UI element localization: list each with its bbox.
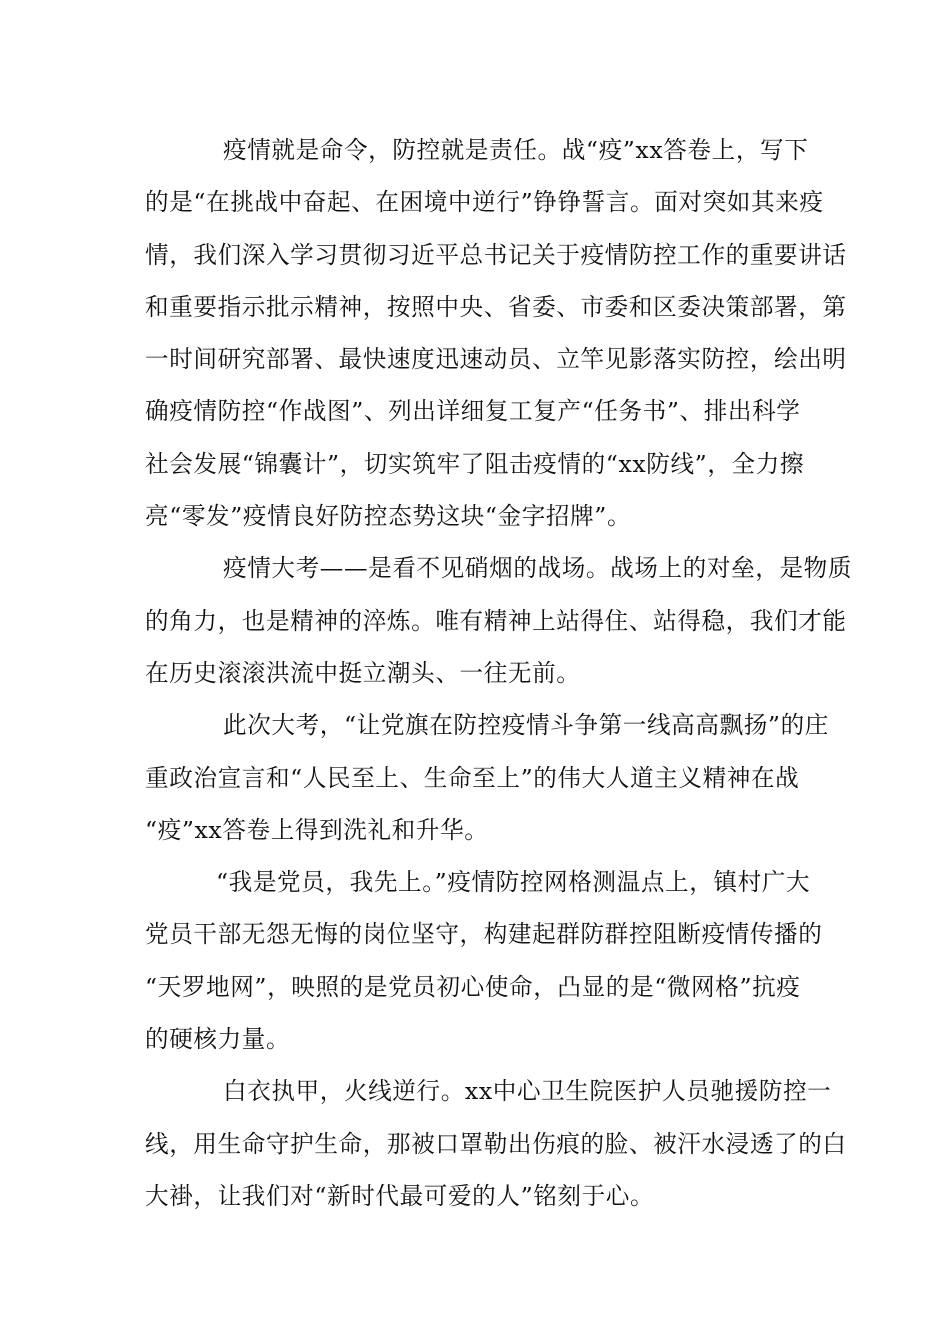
text-line: 亮“零发”疫情良好防控态势这块“金字招牌”。 [145, 502, 632, 531]
paragraph-2 [145, 542, 853, 699]
text-line: 此次大考，“让党旗在防控疫情斗争第一线高高飘扬”的庄 [223, 711, 829, 740]
text-line: 的是“在挑战中奋起、在困境中逆行”铮铮誓言。面对突如其来疫 [145, 188, 824, 217]
text-line: “我是党员，我先上。”疫情防控网格测温点上，镇村广大 [216, 868, 811, 897]
text-line: 情，我们深入学习贯彻习近平总书记关于疫情防控工作的重要讲话 [145, 240, 847, 269]
text-line: 和重要指示批示精神，按照中央、省委、市委和区委决策部署，第 [145, 292, 847, 321]
text-line: “天罗地网”，映照的是党员初心使命，凸显的是“微网格”抗疫 [145, 972, 801, 1001]
text-line: 疫情就是命令，防控就是责任。战“疫”xx答卷上，写下 [223, 136, 809, 164]
text-line: 的角力，也是精神的淬炼。唯有精神上站得住、站得稳，我们才能 [145, 606, 847, 635]
paragraph-3 [145, 699, 829, 856]
text-line: 一时间研究部署、最快速度迅速动员、立竿见影落实防控，绘出明 [145, 345, 847, 374]
paragraph-5 [145, 1065, 847, 1222]
text-line: 疫情大考——是看不见硝烟的战场。战场上的对垒，是物质 [223, 554, 853, 583]
text-line: 的硬核力量。 [145, 1025, 291, 1054]
text-line: 社会发展“锦囊计”，切实筑牢了阻击疫情的“xx防线”，全力擦 [145, 449, 805, 478]
text-line: “疫”xx答卷上得到洗礼和升华。 [145, 815, 489, 844]
paragraph-4 [145, 856, 823, 1065]
text-line: 大褂，让我们对“新时代最可爱的人”铭刻于心。 [145, 1181, 655, 1210]
text-line: 确疫情防控“作战图”、列出详细复工复产“任务书”、排出科学 [145, 397, 801, 426]
document-body [145, 124, 853, 1222]
paragraph-1 [145, 124, 847, 542]
text-line: 党员干部无怨无悔的岗位坚守，构建起群防群控阻断疫情传播的 [145, 920, 823, 949]
text-line: 重政治宣言和“人民至上、生命至上”的伟大人道主义精神在战 [145, 763, 800, 792]
text-line: 白衣执甲，火线逆行。xx中心卫生院医护人员驰援防控一 [223, 1077, 832, 1106]
text-line: 线，用生命守护生命，那被口罩勒出伤痕的脸、被汗水浸透了的白 [145, 1129, 847, 1158]
text-line: 在历史滚滚洪流中挺立潮头、一往无前。 [145, 658, 581, 687]
